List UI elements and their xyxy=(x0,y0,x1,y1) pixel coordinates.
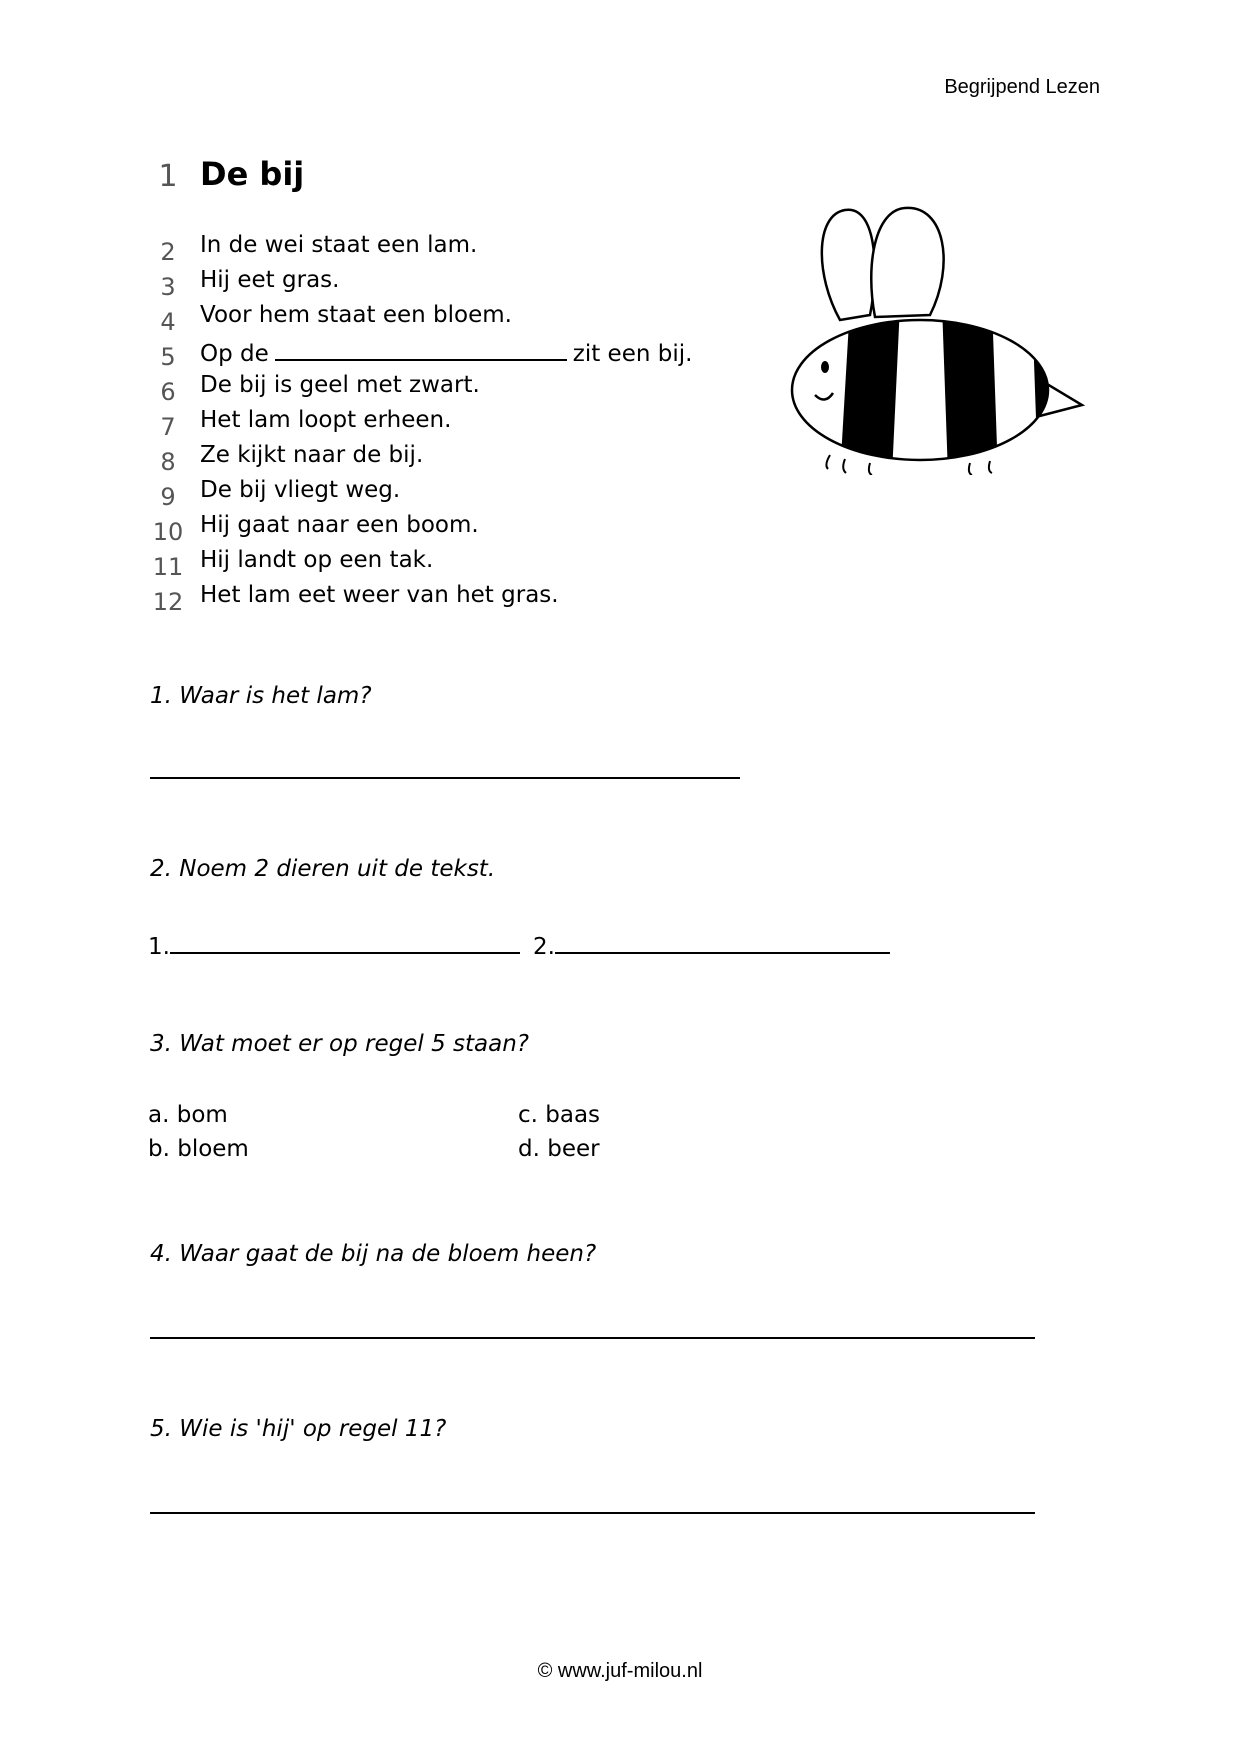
story-line xyxy=(150,267,770,302)
option-a[interactable]: a. bom xyxy=(148,1102,228,1128)
line-number: 12 xyxy=(152,588,184,616)
story-line xyxy=(150,232,770,267)
story-line xyxy=(150,337,770,372)
line-number: 3 xyxy=(160,273,176,301)
answer-label-1: 1. xyxy=(148,934,170,960)
line-number: 8 xyxy=(160,448,176,476)
line-text-with-blank xyxy=(200,337,692,367)
story-text xyxy=(150,232,770,617)
bee-icon xyxy=(770,205,1090,475)
answer-line-1[interactable] xyxy=(150,777,740,779)
question-2: 2. Noem 2 dieren uit de tekst. xyxy=(150,856,496,882)
story-line xyxy=(150,547,770,582)
story-line xyxy=(150,582,770,617)
copyright-footer: © www.juf-milou.nl xyxy=(537,1660,703,1682)
line-text-before: Op de xyxy=(200,341,269,367)
answer-line-4[interactable] xyxy=(150,1337,1035,1339)
line-text: De bij vliegt weg. xyxy=(200,477,401,503)
answer-line-2a[interactable] xyxy=(170,930,520,954)
answer-field-2b[interactable] xyxy=(533,930,890,960)
document-header: Begrijpend Lezen xyxy=(944,76,1100,98)
story-line xyxy=(150,512,770,547)
line-text: De bij is geel met zwart. xyxy=(200,372,480,398)
fill-in-blank[interactable] xyxy=(275,337,567,361)
story-line xyxy=(150,372,770,407)
line-text: Hij gaat naar een boom. xyxy=(200,512,479,538)
line-text: Voor hem staat een bloem. xyxy=(200,302,512,328)
line-text-after: zit een bij. xyxy=(572,341,693,367)
option-b[interactable]: b. bloem xyxy=(148,1136,249,1162)
question-4: 4. Waar gaat de bij na de bloem heen? xyxy=(150,1241,597,1267)
answer-field-2a[interactable] xyxy=(148,930,520,960)
option-d[interactable]: d. beer xyxy=(518,1136,600,1162)
line-number: 4 xyxy=(160,308,176,336)
line-text: Hij landt op een tak. xyxy=(200,547,434,573)
line-number: 11 xyxy=(152,553,184,581)
story-line xyxy=(150,442,770,477)
title-line-number: 1 xyxy=(158,159,178,194)
line-number: 9 xyxy=(160,483,176,511)
story-line xyxy=(150,302,770,337)
question-3: 3. Wat moet er op regel 5 staan? xyxy=(150,1031,529,1057)
question-1: 1. Waar is het lam? xyxy=(150,683,372,709)
line-number: 2 xyxy=(160,238,176,266)
story-line xyxy=(150,407,770,442)
line-text: Het lam eet weer van het gras. xyxy=(200,582,559,608)
line-number: 10 xyxy=(152,518,184,546)
answer-line-2b[interactable] xyxy=(555,930,890,954)
line-number: 7 xyxy=(160,413,176,441)
story-title: De bij xyxy=(200,155,305,193)
story-line xyxy=(150,477,770,512)
answer-line-5[interactable] xyxy=(150,1512,1035,1514)
line-text: Hij eet gras. xyxy=(200,267,340,293)
line-text: In de wei staat een lam. xyxy=(200,232,478,258)
line-text: Het lam loopt erheen. xyxy=(200,407,452,433)
option-c[interactable]: c. baas xyxy=(518,1102,601,1128)
line-text: Ze kijkt naar de bij. xyxy=(200,442,424,468)
answer-label-2: 2. xyxy=(533,934,555,960)
question-5: 5. Wie is 'hij' op regel 11? xyxy=(150,1416,447,1442)
line-number: 5 xyxy=(160,343,176,371)
line-number: 6 xyxy=(160,378,176,406)
